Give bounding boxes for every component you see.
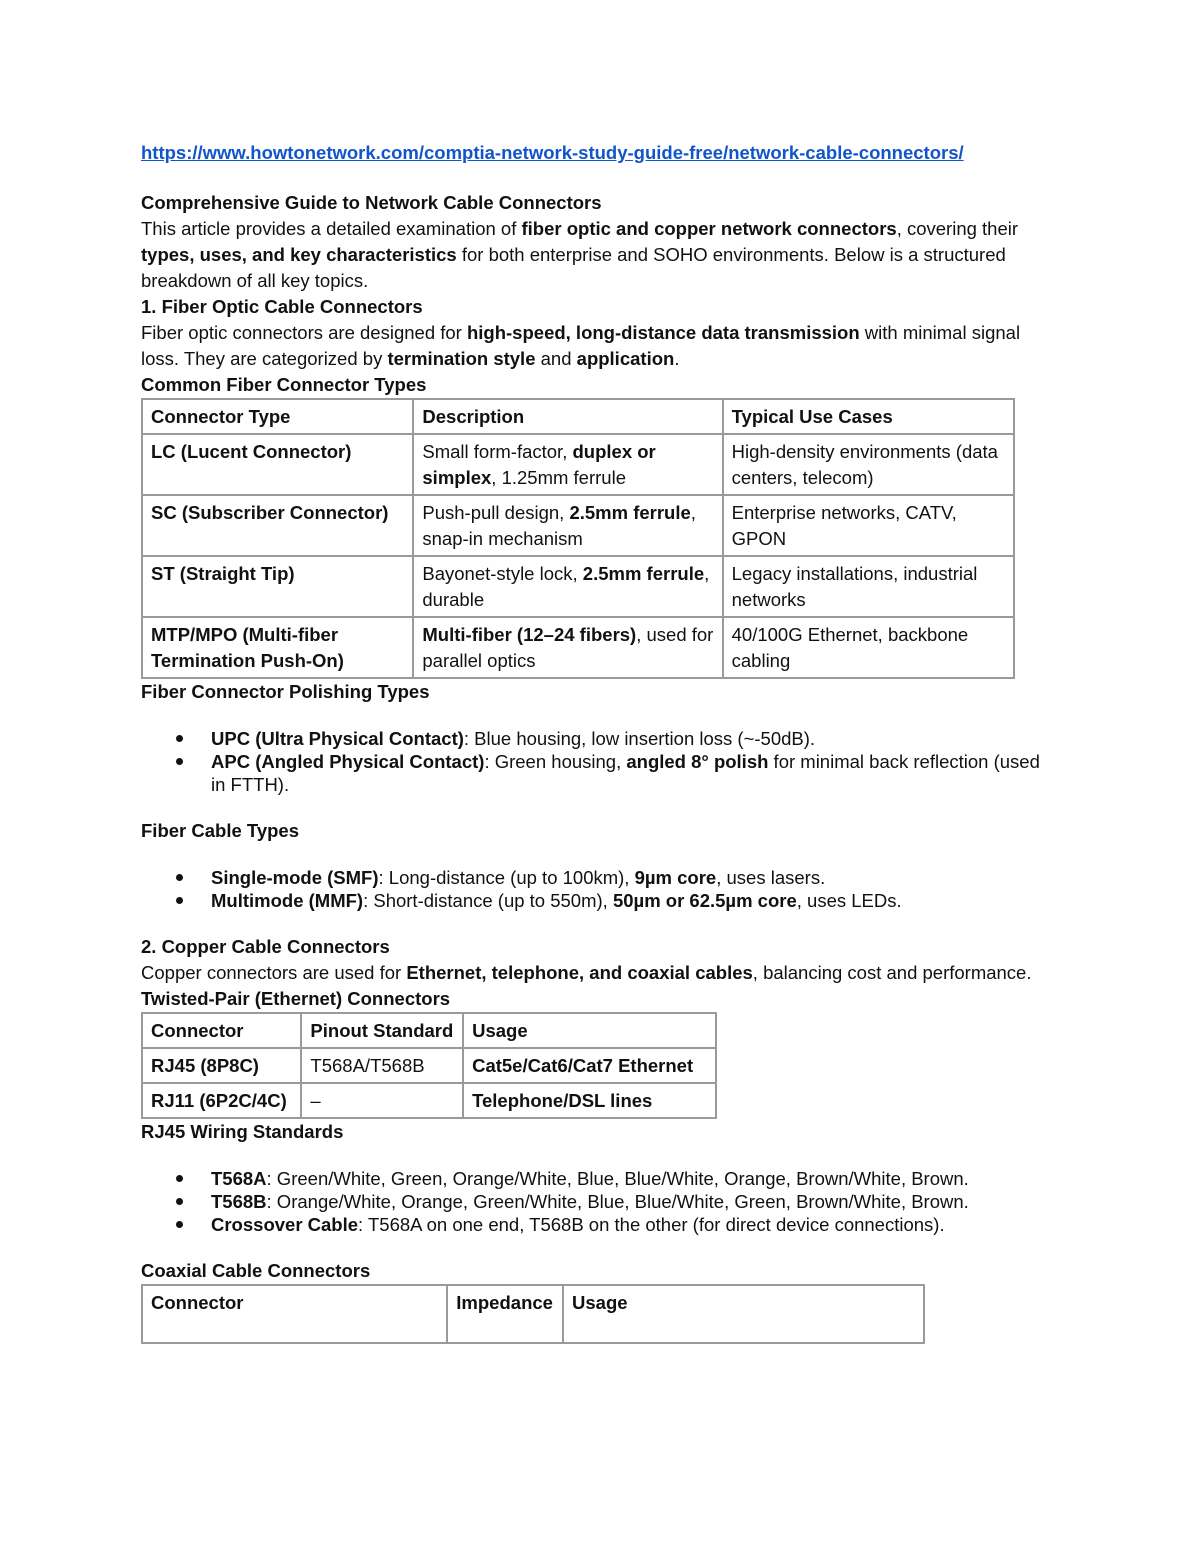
- table-cell: Push-pull design, 2.5mm ferrule, snap-in mechanism: [413, 495, 722, 556]
- table-cell: T568A/T568B: [301, 1048, 463, 1083]
- table-cell: MTP/MPO (Multi-fiber Termination Push-On): [142, 617, 413, 678]
- fiber-table-caption: Common Fiber Connector Types: [141, 374, 427, 395]
- table-cell: SC (Subscriber Connector): [142, 495, 413, 556]
- table-cell: Small form-factor, duplex or simplex, 1.25mm ferrule: [413, 434, 722, 495]
- table-header-cell: Connector: [142, 1013, 301, 1048]
- table-header-cell: Pinout Standard: [301, 1013, 463, 1048]
- table-cell: RJ11 (6P2C/4C): [142, 1083, 301, 1118]
- table-cell: RJ45 (8P8C): [142, 1048, 301, 1083]
- document-page: [141, 138, 1046, 1344]
- table-cell: Bayonet-style lock, 2.5mm ferrule, durable: [413, 556, 722, 617]
- cable-types-list: [141, 866, 1046, 912]
- table-row: [142, 1083, 716, 1118]
- list-item: UPC (Ultra Physical Contact): Blue housing, low insertion loss (~-50dB).: [211, 727, 1046, 750]
- table-row: [142, 1048, 716, 1083]
- spacer: [141, 168, 1046, 190]
- twisted-table-caption: Twisted-Pair (Ethernet) Connectors: [141, 988, 451, 1009]
- list-item: Single-mode (SMF): Long-distance (up to 100km), 9µm core, uses lasers.: [211, 866, 1046, 889]
- source-link[interactable]: https://www.howtonetwork.com/comptia-network-study-guide-free/network-cable-connectors/: [141, 142, 964, 163]
- table-header-cell: Usage: [563, 1285, 924, 1343]
- table-cell: Telephone/DSL lines: [463, 1083, 716, 1118]
- table-cell: High-density environments (data centers, telecom): [723, 434, 1014, 495]
- table-header-cell: Connector: [142, 1285, 447, 1343]
- document-title: Comprehensive Guide to Network Cable Connectors: [141, 192, 602, 213]
- list-item: APC (Angled Physical Contact): Green housing, angled 8° polish for minimal back reflection (used in FTTH).: [211, 750, 1046, 796]
- table-cell: Enterprise networks, CATV, GPON: [723, 495, 1014, 556]
- section1-paragraph: Fiber optic connectors are designed for high-speed, long-distance data transmission with minimal signal loss. They are categorized by termination style and application.: [141, 322, 1021, 369]
- section1-heading: 1. Fiber Optic Cable Connectors: [141, 296, 423, 317]
- table-cell: LC (Lucent Connector): [142, 434, 413, 495]
- table-row: [142, 617, 1014, 678]
- table-header-cell: Usage: [463, 1013, 716, 1048]
- table-row: [142, 495, 1014, 556]
- table-header-row: [142, 399, 1014, 434]
- table-header-row: [142, 1013, 716, 1048]
- table-cell: Multi-fiber (12–24 fibers), used for parallel optics: [413, 617, 722, 678]
- coax-table-caption: Coaxial Cable Connectors: [141, 1260, 371, 1281]
- intro-paragraph: This article provides a detailed examination of fiber optic and copper network connectors, covering their types, uses, and key characteristics for both enterprise and SOHO environments. Below is a structured breakdown of all key topics.: [141, 218, 1019, 291]
- coaxial-connector-table: [141, 1284, 925, 1344]
- twisted-pair-table: [141, 1012, 717, 1119]
- table-cell: Legacy installations, industrial networks: [723, 556, 1014, 617]
- list-item: Multimode (MMF): Short-distance (up to 550m), 50µm or 62.5µm core, uses LEDs.: [211, 889, 1046, 912]
- polishing-list: [141, 727, 1046, 796]
- table-cell: ST (Straight Tip): [142, 556, 413, 617]
- list-item: T568A: Green/White, Green, Orange/White, Blue, Blue/White, Orange, Brown/White, Brown.: [211, 1167, 1046, 1190]
- section2-heading: 2. Copper Cable Connectors: [141, 936, 390, 957]
- table-cell: 40/100G Ethernet, backbone cabling: [723, 617, 1014, 678]
- table-header-cell: Typical Use Cases: [723, 399, 1014, 434]
- polishing-heading: Fiber Connector Polishing Types: [141, 681, 430, 702]
- table-row: [142, 556, 1014, 617]
- table-header-cell: Connector Type: [142, 399, 413, 434]
- table-header-cell: Impedance: [447, 1285, 563, 1343]
- table-header-row: [142, 1285, 924, 1343]
- table-header-cell: Description: [413, 399, 722, 434]
- table-row: [142, 434, 1014, 495]
- fiber-connector-table: [141, 398, 1015, 679]
- wiring-heading: RJ45 Wiring Standards: [141, 1121, 344, 1142]
- section2-paragraph: Copper connectors are used for Ethernet, telephone, and coaxial cables, balancing cost and performance.: [141, 962, 1032, 983]
- table-cell: Cat5e/Cat6/Cat7 Ethernet: [463, 1048, 716, 1083]
- table-cell: –: [301, 1083, 463, 1118]
- cable-types-heading: Fiber Cable Types: [141, 820, 299, 841]
- wiring-list: [141, 1167, 1046, 1236]
- list-item: Crossover Cable: T568A on one end, T568B on the other (for direct device connections).: [211, 1213, 1046, 1236]
- list-item: T568B: Orange/White, Orange, Green/White, Blue, Blue/White, Green, Brown/White, Brown.: [211, 1190, 1046, 1213]
